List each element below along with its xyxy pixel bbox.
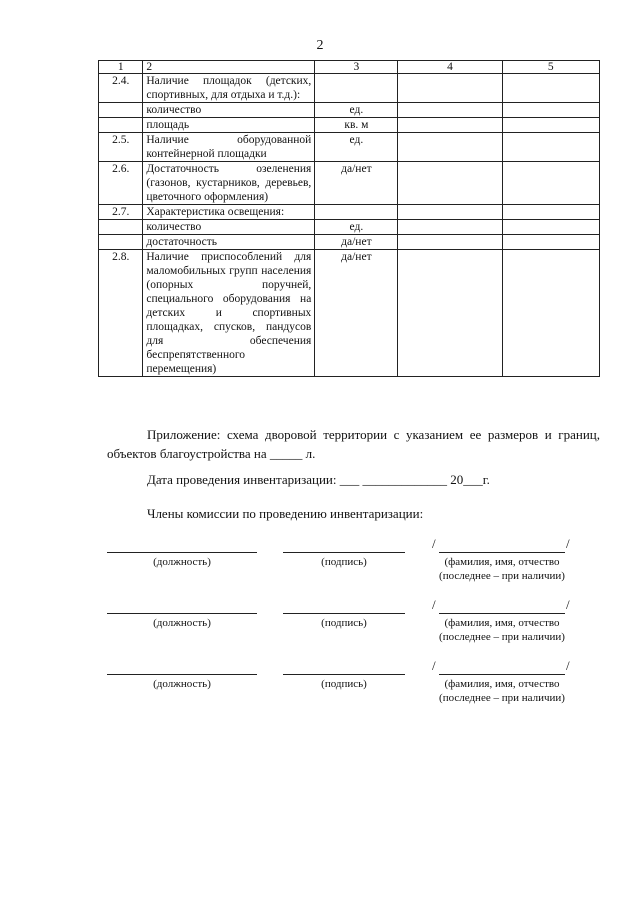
inventory-date-line: Дата проведения инвентаризации: ___ _____________ 20___г. (147, 472, 490, 487)
row-note-cell (502, 235, 599, 250)
row-value-cell (398, 205, 502, 220)
appendix-paragraph: Приложение: схема дворовой территории с указанием ее размеров и границ, объектов благоустройства на _____ л. (107, 427, 600, 461)
name-line (439, 613, 565, 614)
name-slash-left: / (432, 597, 436, 612)
signature-line (283, 552, 405, 553)
header-cell-1: 1 (99, 61, 143, 74)
row-unit: да/нет (315, 235, 398, 250)
inventory-table (98, 60, 600, 377)
row-unit (315, 205, 398, 220)
row-note-cell (502, 205, 599, 220)
header-cell-3: 3 (315, 61, 398, 74)
name-slash-left: / (432, 658, 436, 673)
row-description: количество (143, 220, 315, 235)
row-number (99, 220, 143, 235)
name-slash-right: / (566, 658, 570, 673)
table-row (99, 250, 600, 377)
row-value-cell (398, 103, 502, 118)
signature-line (283, 674, 405, 675)
row-note-cell (502, 118, 599, 133)
page-number: 2 (316, 38, 324, 53)
header-cell-4: 4 (398, 61, 502, 74)
position-caption: (должность) (153, 617, 211, 629)
row-description: количество (143, 103, 315, 118)
row-unit: ед. (315, 133, 398, 162)
row-description: Наличие площадок (детских, спортивных, для отдыха и т.д.): (143, 74, 315, 103)
position-caption: (должность) (153, 556, 211, 568)
position-caption: (должность) (153, 678, 211, 690)
position-line (107, 552, 257, 553)
row-value-cell (398, 74, 502, 103)
name-line (439, 552, 565, 553)
row-description: Достаточность озеленения (газонов, кустарников, деревьев, цветочного оформления) (143, 162, 315, 205)
name-slash-left: / (432, 536, 436, 551)
row-number: 2.6. (99, 162, 143, 205)
row-value-cell (398, 118, 502, 133)
header-cell-2: 2 (143, 61, 315, 74)
table-header-row (99, 61, 600, 74)
position-line (107, 674, 257, 675)
name-slash-right: / (566, 597, 570, 612)
row-description: достаточность (143, 235, 315, 250)
row-number: 2.8. (99, 250, 143, 377)
table-row (99, 235, 600, 250)
row-unit: ед. (315, 220, 398, 235)
name-caption-line-2: (последнее – при наличии) (439, 692, 565, 704)
row-value-cell (398, 133, 502, 162)
row-note-cell (502, 220, 599, 235)
signature-block (0, 658, 640, 722)
row-description: Характеристика освещения: (143, 205, 315, 220)
table-row (99, 162, 600, 205)
position-line (107, 613, 257, 614)
header-cell-5: 5 (502, 61, 599, 74)
table-row (99, 133, 600, 162)
row-value-cell (398, 220, 502, 235)
row-note-cell (502, 250, 599, 377)
name-line (439, 674, 565, 675)
row-description: Наличие приспособлений для маломобильных групп населения (опорных поручней, специального оборудования на детских и спортивных площадках, спусков, пандусов для обеспечения беспрепятственного перемещения) (143, 250, 315, 377)
signature-caption: (подпись) (321, 556, 367, 568)
row-note-cell (502, 103, 599, 118)
table-row (99, 118, 600, 133)
row-unit (315, 74, 398, 103)
row-value-cell (398, 250, 502, 377)
row-unit: да/нет (315, 162, 398, 205)
row-description: площадь (143, 118, 315, 133)
table-row (99, 103, 600, 118)
row-unit: ед. (315, 103, 398, 118)
row-number (99, 235, 143, 250)
row-value-cell (398, 235, 502, 250)
signature-block (0, 597, 640, 661)
row-unit: кв. м (315, 118, 398, 133)
row-number (99, 103, 143, 118)
signature-caption: (подпись) (321, 617, 367, 629)
row-note-cell (502, 162, 599, 205)
name-caption-line-1: (фамилия, имя, отчество (444, 678, 560, 690)
row-description: Наличие оборудованной контейнерной площадки (143, 133, 315, 162)
row-number: 2.5. (99, 133, 143, 162)
name-caption-line-1: (фамилия, имя, отчество (444, 617, 560, 629)
row-number: 2.7. (99, 205, 143, 220)
row-number (99, 118, 143, 133)
row-number: 2.4. (99, 74, 143, 103)
signature-line (283, 613, 405, 614)
name-slash-right: / (566, 536, 570, 551)
signature-caption: (подпись) (321, 678, 367, 690)
row-unit: да/нет (315, 250, 398, 377)
row-value-cell (398, 162, 502, 205)
table-row (99, 205, 600, 220)
name-caption-line-2: (последнее – при наличии) (439, 631, 565, 643)
table-row (99, 220, 600, 235)
name-caption-line-2: (последнее – при наличии) (439, 570, 565, 582)
table-row (99, 74, 600, 103)
name-caption-line-1: (фамилия, имя, отчество (444, 556, 560, 568)
row-note-cell (502, 133, 599, 162)
signature-block (0, 536, 640, 600)
row-note-cell (502, 74, 599, 103)
commission-members-heading: Члены комиссии по проведению инвентаризации: (147, 506, 424, 521)
